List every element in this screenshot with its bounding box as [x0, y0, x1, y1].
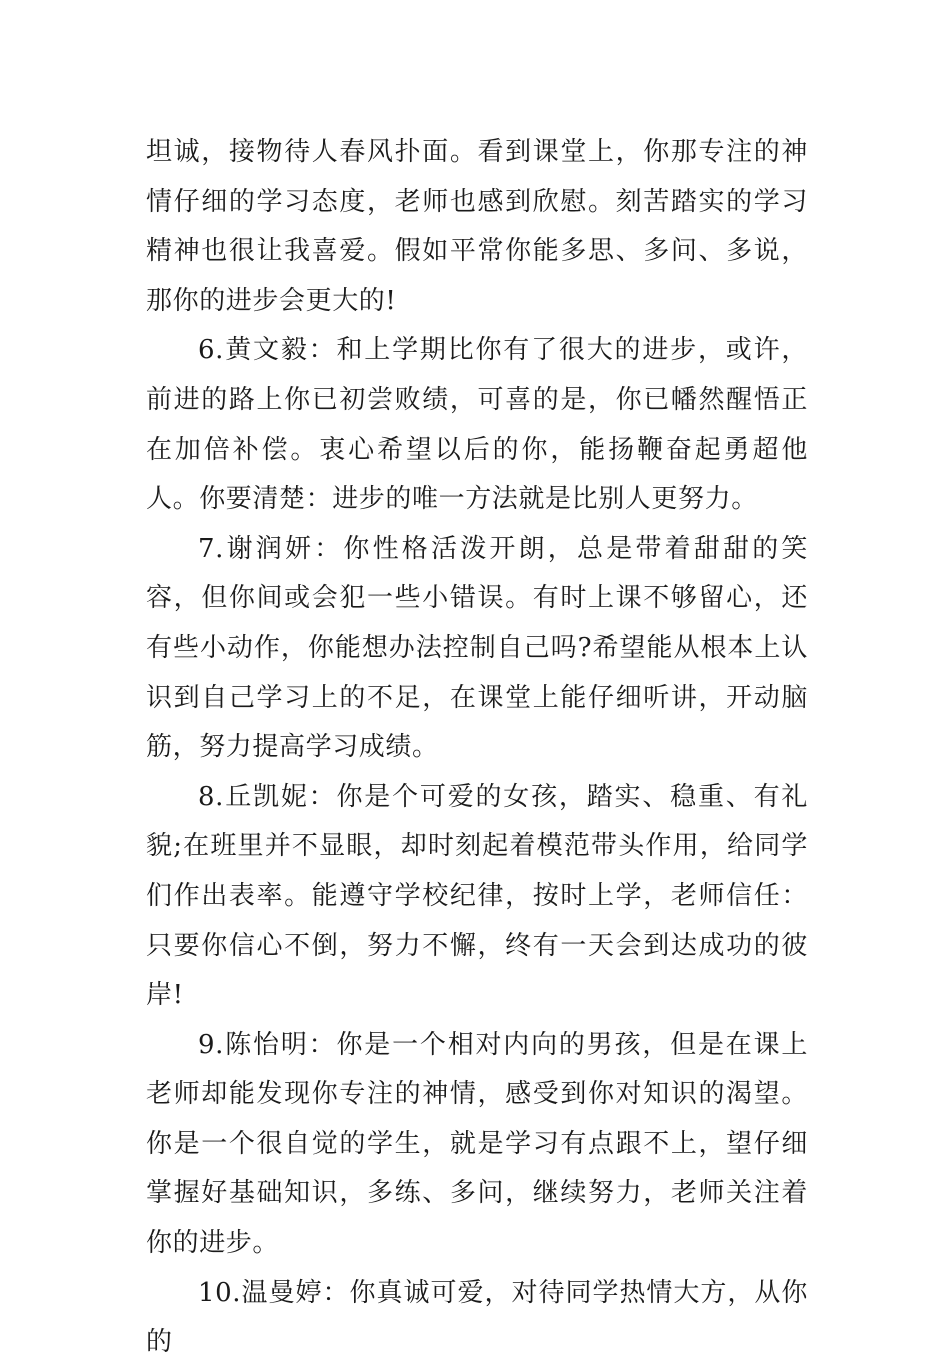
paragraph-comment-10: 10.温曼婷：你真诚可爱，对待同学热情大方，从你的	[146, 1277, 808, 1358]
paragraph-comment-7: 7.谢润妍：你性格活泼开朗，总是带着甜甜的笑容，但你间或会犯一些小错误。有时上课不够留心，还有些小动作，你能想办法控制自己吗?希望能从根本上认识到自己学习上的不足，在课堂上能仔细听讲，开动脑筋，努力提高学习成绩。	[146, 533, 808, 763]
paragraph-comment-8: 8.丘凯妮：你是个可爱的女孩，踏实、稳重、有礼貌;在班里并不显眼，却时刻起着模范带头作用，给同学们作出表率。能遵守学校纪律，按时上学，老师信任：只要你信心不倒，努力不懈，终有一天会到达成功的彼岸!	[146, 781, 808, 1011]
paragraph-continuation: 坦诚，接物待人春风扑面。看到课堂上，你那专注的神情仔细的学习态度，老师也感到欣慰。刻苦踏实的学习精神也很让我喜爱。假如平常你能多思、多问、多说，那你的进步会更大的!	[146, 137, 808, 316]
paragraph-comment-6: 6.黄文毅：和上学期比你有了很大的进步，或许，前进的路上你已初尝败绩，可喜的是，你已幡然醒悟正在加倍补偿。衷心希望以后的你，能扬鞭奋起勇超他人。你要清楚：进步的唯一方法就是比别人更努力。	[146, 335, 808, 515]
paragraph-comment-9: 9.陈怡明：你是一个相对内向的男孩，但是在课上老师却能发现你专注的神情，感受到你对知识的渴望。你是一个很自觉的学生，就是学习有点跟不上，望仔细掌握好基础知识，多练、多问，继续努力，老师关注着你的进步。	[146, 1029, 808, 1259]
document-body	[146, 128, 808, 1368]
